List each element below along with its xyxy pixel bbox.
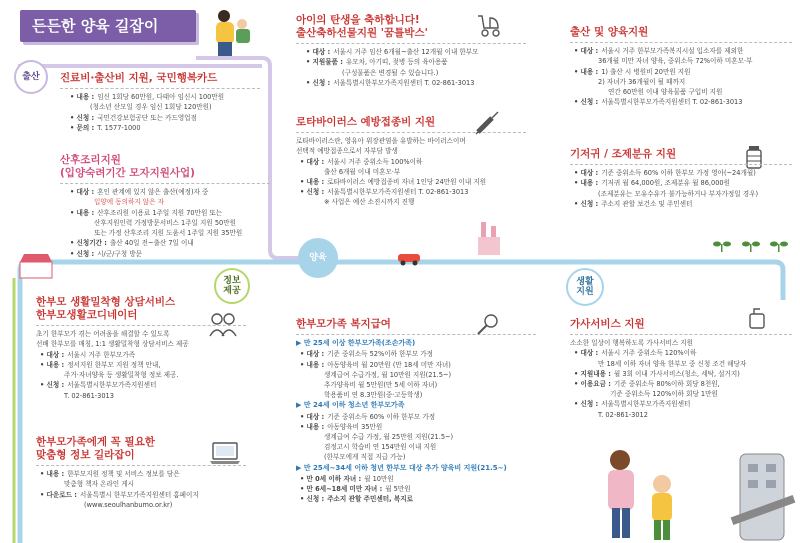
section-heading-sub: 맞춤형 정보 길라잡이 <box>36 449 135 462</box>
section-rotavirus: 로타바이러스 예방접종비 지원 로타바이러스란, 영유아 위장관염을 유발하는 바이러스이며 선택적 예방접종으로서 자부담 발생 • 대상 : 서울시 거주 중위소득 100%이하 출산 6개월 이내 미혼모·부 • 내용 : 로타바이러스 예방접종비 자녀 1인당 24만원 이내 지원 • 신청 : 서울특별시한부모가족지원센터 T. 02-861-3013 ※ 사업은 예산 소진시까지 진행 <box>296 116 526 208</box>
section-heading: 아이의 탄생을 축하합니다! <box>296 14 420 26</box>
stage-info-label: 정보 제공 <box>223 275 241 296</box>
section-heading-sub: 한부모생활코디네이터 <box>36 309 138 322</box>
section-heading-sub: 출산축하선물지원 '꿈틀박스' <box>296 27 428 40</box>
stage-parenting <box>298 238 338 278</box>
stage-birth <box>14 60 48 94</box>
section-heading: 출산 및 양육지원 <box>570 26 649 38</box>
stage-life <box>566 268 604 306</box>
syringe-icon <box>474 110 502 136</box>
section-medical-support <box>60 72 260 133</box>
stage-birth-label: 출산 <box>22 71 40 82</box>
section-heading-sub: (입양숙려기간 모자지원사업) <box>60 167 195 180</box>
section-heading: 한부모 생활밀착형 상담서비스 <box>36 296 176 308</box>
section-heading: 기저귀 / 조제분유 지원 <box>570 148 677 160</box>
section-heading: 가사서비스 지원 <box>570 318 645 330</box>
section-heading: 진료비·출산비 지원, 국민행복카드 <box>60 72 218 84</box>
section-items: • 대상 : 서울시 거주 중위소득 100%이하 출산 6개월 이내 미혼모·부 • 내용 : 로타바이러스 예방접종비 자녀 1인당 24만원 이내 지원 • 신청 : 서울특별시한부모가족지원센터 T. 02-861-3013 ※ 사업은 예산 소진시까지 진행 <box>300 157 487 207</box>
stage-parenting-label: 양육 <box>309 252 327 263</box>
section-items: • 대상 : 서울시 거주 임산 6개월~출산 12개월 이내 한부모 • 지원물품 : 유모차, 아기띠, 젖병 등의 육아용품 (구성물품은 변경될 수 있습니다.) • 신청 : 서울특별시한부모가족지원센터 T. 02-861-3013 <box>306 48 479 87</box>
section-items: • 내용 : 임신 1회당 60만원, 다태아 임신시 100만원 (청소년 산모일 경우 임신 1회당 120만원) • 신청 : 국민건강보험공단 또는 카드영업점 • 문의 : T. 1577-1000 <box>70 93 225 132</box>
section-items: • 대상 : 서울시 거주 중위소득 120%이하 만 18세 이하 자녀 양육 한부모 중 신청 조건 해당자 • 지원내용 : 월 3회 이내 가사서비스(청소, 세탁, 설거지) • 이용요금 : 기준 중위소득 80%이하 회당 8천원, 기준 중위소득 120%이하 회당 1만원 • 신청 : 서울특별시한부모가족지원센터 T. 02-861-3012 <box>574 349 747 419</box>
section-housework: 가사서비스 지원 소소한 일상이 행복하도록 가사서비스 지원 • 대상 : 서울시 거주 중위소득 120%이하 만 18세 이하 자녀 양육 한부모 중 신청 조건 해당자 • 지원내용 : 월 3회 이내 가사서비스(청소, 세탁, 설거지) • 이용요금 : 기준 중위소득 80%이하 회당 8천원, 기준 중위소득 120%이하 회당 1만원 • 신청 : 서울특별시한부모가족지원센터 T. 02-861-3012 <box>570 318 792 420</box>
section-birth-parenting <box>570 26 792 107</box>
stroller-icon <box>474 12 502 38</box>
section-welfare-benefit: 한부모가족 복지급여 ▶ 만 25세 이상 한부모가족(조손가족) • 대상 : 기준 중위소득 52%이하 한부모 가정 • 내용 : 아동양육비 월 20만원 (만 18세 미만 자녀) 생계급여 수급가정, 월 10만원 지원(21.5~) 추가양육비 월 5만원(만 5세 이하 자녀) 학용품비 연 8.3만원(중·고등학생) ▶ 만 24세 이하 청소년 한부모가족 • 대상 : 기준 중위소득 60% 이하 한부모 가정 • 내용 : 아동양육비 35만원 생계급여 수급 가정, 월 25만원 지원(21.5~) 검정고시 학습비 연 154만원 이내 지원 (한부모에게 직접 지급 가능) ▶ 만 25세~34세 이하 청년 한부모 대상 추가 양육비 지원(21.5~) • 만 0세 이하 자녀 : 월 10만원 • 만 6세~18세 미만 자녀 : 월 5만원 • 신청 : 주소지 관할 주민센터, 복지로 <box>296 318 536 505</box>
section-items: • 대상 : 혼인 관계에 있지 않은 출산(예정)자 중 입양에 동의하지 않은 자 • 내용 : 산후조리원 이용료 1주일 지원 70만원 또는 산후지원인력 가정방문서비스 1주일 지원 50만원 또는 가정 산후조리 지원 도움서 1주일 지원 35만원 • 신청기간 : 출산 40일 전~출산 7일 이내 • 신청 : 시/군/구청 방문 <box>70 188 243 258</box>
cleaning-icon <box>744 306 770 332</box>
section-items: • 내용 : 한부모지원 정책 및 서비스 정보를 담은 맞춤형 책자 온라인 게시 • 다운로드 : 서울특별시 한부모가족지원센터 홈페이지 (www.seoulhanbumo.or.kr) <box>40 470 199 509</box>
rattle-icon <box>474 312 500 338</box>
section-heading: 한부모가족에게 꼭 필요한 <box>36 436 155 448</box>
section-heading: 한부모가족 복지급여 <box>296 318 391 330</box>
family-illustration <box>590 440 800 543</box>
people-icon <box>208 312 238 338</box>
section-heading: 로타바이러스 예방접종비 지원 <box>296 116 436 128</box>
section-postpartum-support <box>60 154 270 259</box>
mother-child-illustration <box>200 6 260 58</box>
section-items: • 대상 : 서울시 거주 한부모가족복지시설 입소자를 제외한 36개월 미만 자녀 양육, 중위소득 72%이하 미혼모·부 • 내용 : 1) 출산 시 병원비 20만원 지원 2) 자녀가 36개월이 될 때까지 연간 60만원 이내 양육물품 구입비 지원 • 신청 : 서울특별시한부모가족지원센터 T. 02-861-3013 <box>574 47 753 107</box>
section-heading: 산후조리지원 <box>60 154 121 166</box>
section-diaper-formula <box>570 148 792 209</box>
section-items: • 대상 : 서울시 거주 한부모가족 • 내용 : 정서지원 한부모 지원 정책 안내, 주거·자녀양육 등 생활밀착형 정보 제공. • 신청 : 서울특별시한부모가족지원센터 T. 02-861-3013 <box>40 350 179 400</box>
section-items: • 대상 : 기준 중위소득 60% 이하 한부모 가정 영아(~24개월) • 내용 : 기저귀 월 64,000원, 조제분유 월 86,000원 (조제분유는 모유수유가 불가능하거나 부자가정일 경우) • 신청 : 주소지 관할 보건소 및 주민센터 <box>574 169 759 208</box>
section-counseling-service: 한부모 생활밀착형 상담서비스 한부모생활코디네이터 초기 한부모가 겪는 어려움을 해결할 수 있도록 선배 한부모를 매칭, 1:1 생활밀착형 상담서비스 제공 • 대상 : 서울시 거주 한부모가족 • 내용 : 정서지원 한부모 지원 정책 안내, 주거·자녀양육 등 생활밀착형 정보 제공. • 신청 : 서울특별시한부모가족지원센터 T. 02-861-3013 <box>36 296 246 401</box>
laptop-icon <box>208 440 242 466</box>
stage-life-label: 생활 지원 <box>576 276 594 297</box>
page-title: 든든한 양육 길잡이 <box>20 10 196 42</box>
